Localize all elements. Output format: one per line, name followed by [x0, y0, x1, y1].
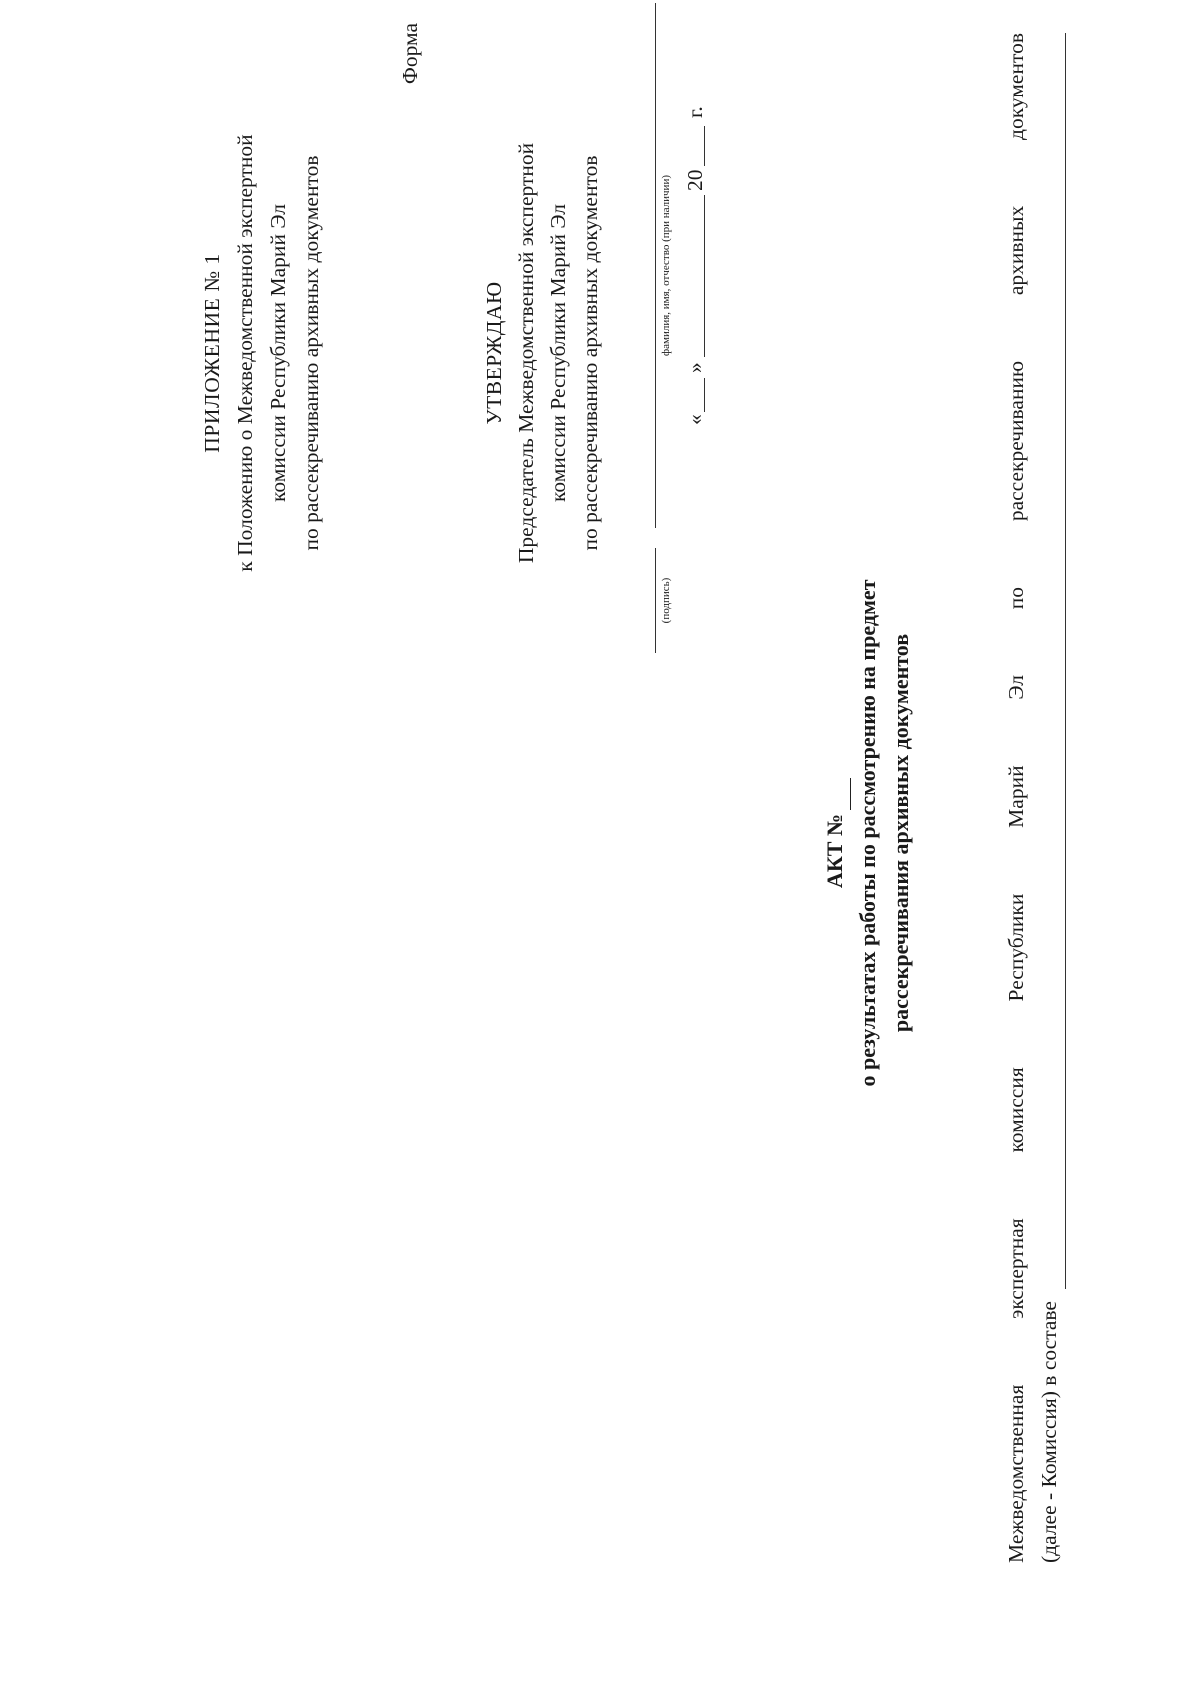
name-line[interactable]: [655, 3, 656, 528]
name-caption: фамилия, имя, отчество (при наличии): [660, 175, 672, 357]
body-word: документов: [1004, 33, 1028, 140]
month-blank[interactable]: [704, 195, 705, 357]
approval-line-3: по рассекречиванию архивных документов: [578, 155, 602, 551]
act-number-blank[interactable]: [830, 778, 851, 810]
body-word: по: [1004, 586, 1028, 610]
body-word: Марий: [1004, 765, 1028, 828]
body-paragraph: [1000, 33, 1066, 1563]
signature-block: [655, 3, 735, 653]
year-suffix: г.: [683, 106, 707, 118]
year-blank[interactable]: [704, 126, 705, 166]
approval-block: [478, 53, 606, 653]
approval-line-1: Председатель Межведомственной экспертной: [514, 142, 538, 564]
day-blank[interactable]: [704, 378, 705, 412]
form-label: Форма: [398, 23, 422, 85]
body-line-1: [1000, 33, 1033, 1563]
body-word: Республики: [1004, 893, 1028, 1002]
commission-composition-blank[interactable]: [1041, 33, 1066, 1289]
act-subtitle-1: о результатах работы по рассмотрению на предмет: [855, 579, 880, 1087]
date-open-quote: «: [683, 414, 707, 425]
date-close-quote: »: [683, 362, 707, 373]
body-word: комиссия: [1004, 1067, 1028, 1153]
body-word: архивных: [1004, 205, 1028, 296]
body-line-2: (далее - Комиссия) в составе: [1037, 1301, 1061, 1563]
signature-line[interactable]: [655, 548, 656, 653]
appendix-line-2: комиссии Республики Марий Эл: [266, 204, 290, 502]
act-heading: [818, 453, 917, 1213]
year-prefix: 20: [683, 169, 707, 191]
body-word: экспертная: [1004, 1218, 1028, 1319]
body-word: Межведомственная: [1004, 1384, 1028, 1563]
body-word: рассекречиванию: [1004, 360, 1028, 522]
act-title: АКТ №: [822, 813, 847, 889]
appendix-header: [196, 23, 328, 683]
act-title-row: [818, 453, 851, 1213]
body-word: Эл: [1004, 674, 1028, 700]
appendix-line-3: по рассекречиванию архивных документов: [299, 155, 323, 551]
act-subtitle-2: рассекречивания архивных документов: [888, 633, 913, 1033]
signature-caption: (подпись): [660, 577, 672, 624]
appendix-line-1: к Положению о Межведомственной экспертной: [233, 134, 257, 572]
body-line-2-row: [1033, 33, 1066, 1563]
approval-title: УТВЕРЖДАЮ: [482, 281, 506, 425]
approval-line-2: комиссии Республики Марий Эл: [546, 204, 570, 502]
appendix-title: ПРИЛОЖЕНИЕ № 1: [200, 253, 224, 453]
